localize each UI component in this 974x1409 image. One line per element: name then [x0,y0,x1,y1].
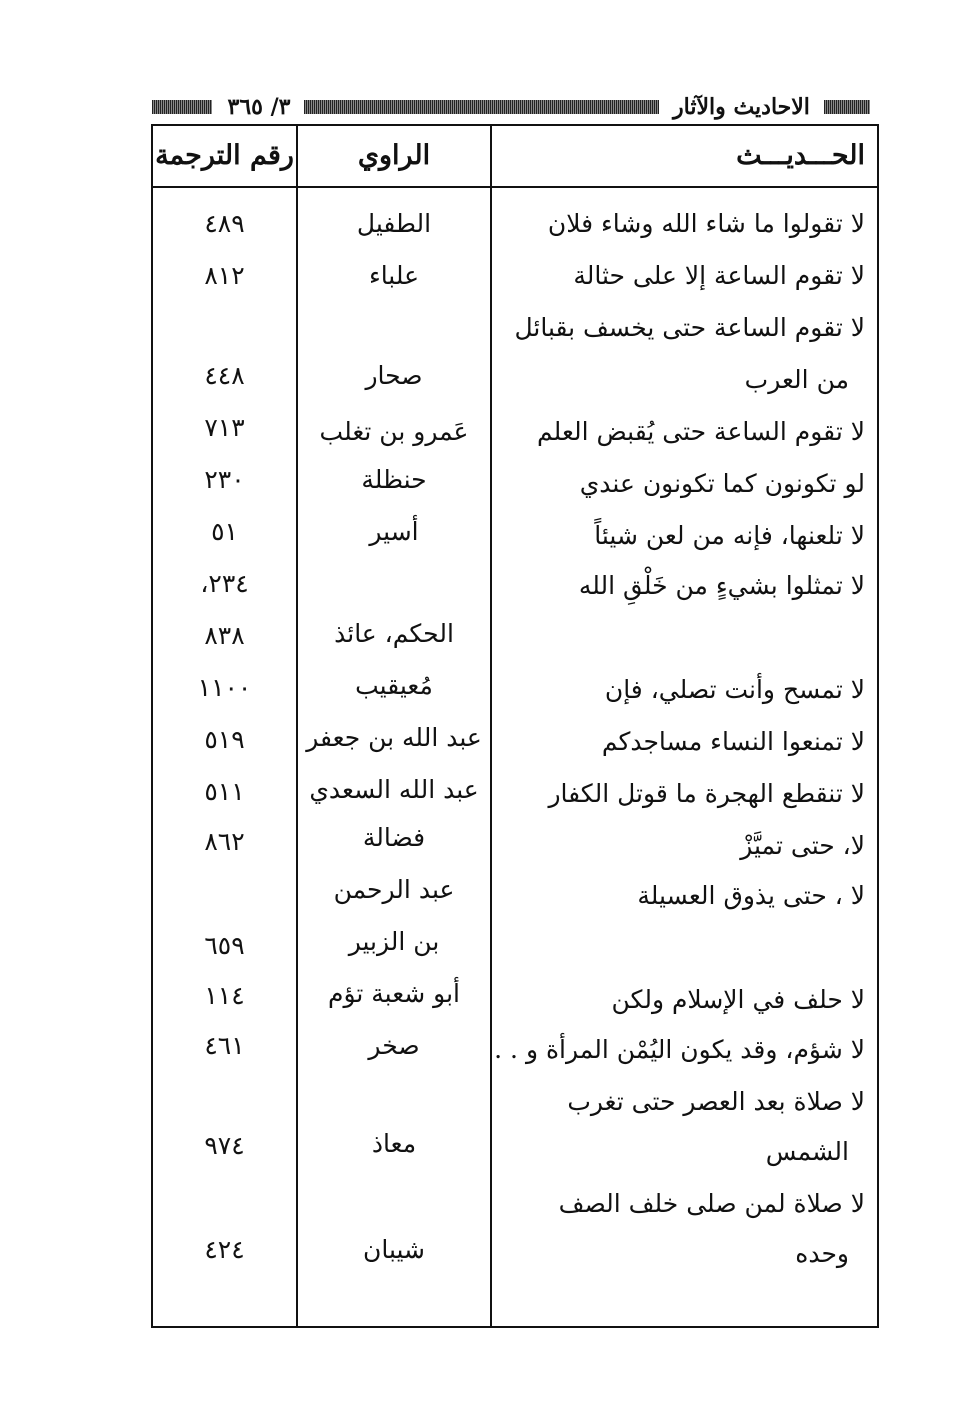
entry-number: ١١٤ [204,981,245,1010]
hadith-line: وحده [795,1239,849,1268]
narrator-line: علباء [368,261,420,290]
entry-number: ٨٣٨ [204,621,245,650]
narrator-line: عبد الله بن جعفر [306,723,482,752]
hadith-line: لا تقولوا ما شاء الله وشاء فلان [547,209,865,238]
header-row-divider [153,186,877,188]
entry-number: ٢٣٤، [200,569,249,598]
page-number: ٣/ ٣٦٥ [218,92,300,122]
entry-number: ٤٢٤ [204,1235,245,1264]
narrator-line: عَمرو بن تغلب [319,417,469,446]
hadith-line: لا تقوم الساعة حتى يخسف بقبائل [514,313,865,342]
entry-number: ١١٠٠ [197,673,252,702]
hadith-line: لا، حتى تميَّزْ [740,831,865,860]
column-header-narrator: الراوي [357,140,431,171]
hadith-line: لا شؤم، وقد يكون اليُمْن المرأة و . . [494,1035,865,1064]
hadith-line: لا حلف في الإسلام ولكن [611,985,865,1014]
hadith-line: لا تمسح وأنت تصلي، فإن [604,675,865,704]
hadith-line: من العرب [744,365,849,394]
narrator-line: عبد الرحمن [333,875,455,904]
hadith-line: لو تكونون كما تكونون عندي [579,469,865,498]
narrator-line: مُعيقيب [355,671,433,700]
entry-number: ٤٦١ [204,1031,245,1060]
hadith-line: لا ، حتى يذوق العسيلة [637,881,865,910]
column-header-hadith: الحـــديـــث [736,140,865,171]
entry-number: ٨٦٢ [204,827,245,856]
entry-number: ٤٨٩ [204,209,245,238]
header-band-middle [304,100,659,114]
narrator-line: صحار [365,361,423,390]
entry-number: ٩٧٤ [204,1131,245,1160]
hadith-line: لا تمنعوا النساء مساجدكم [601,727,865,756]
narrator-line: حنظلة [361,465,427,494]
narrator-line: الحكم، عائذ [334,619,454,648]
narrator-line: عبد الله السعدي [309,775,479,804]
hadith-line: الشمس [765,1137,849,1166]
hadith-line: لا تمثلوا بشيءٍ من خَلْقِ الله [578,571,865,600]
narrator-line: بن الزبير [348,927,440,956]
column-header-number: رقم الترجمة [155,140,294,171]
entry-number: ٦٥٩ [204,931,245,960]
entry-number: ٥١٩ [204,725,245,754]
page-header [152,92,880,122]
entry-number: ٤٤٨ [204,361,245,390]
entry-number: ٢٣٠ [204,465,245,494]
book-title: الاحاديث والآثار [664,92,819,122]
narrator-line: شيبان [362,1235,425,1264]
hadith-line: لا تنقطع الهجرة ما قوتل الكفار [548,779,865,808]
column-divider-narrator [490,126,492,1326]
entry-number: ٨١٢ [204,261,245,290]
narrator-line: فضالة [362,823,426,852]
narrator-line: أبو شعبة تؤم [327,979,461,1008]
header-band-left [152,100,212,114]
entry-number: ٥١١ [204,777,245,806]
narrator-line: الطفيل [356,209,432,238]
entry-number: ٥١ [211,517,238,546]
narrator-line: صخر [368,1031,420,1060]
hadith-index-table [151,124,879,1328]
hadith-line: لا صلاة بعد العصر حتى تغرب [567,1087,865,1116]
hadith-line: لا صلاة لمن صلى خلف الصف [558,1189,865,1218]
hadith-line: لا تلعنها، فإنه من لعن شيئاً [594,521,865,550]
narrator-line: أسير [369,517,419,546]
hadith-line: لا تقوم الساعة حتى يُقبض العلم [537,417,865,446]
header-band-right [824,100,870,114]
narrator-line: معاذ [371,1129,417,1158]
hadith-line: لا تقوم الساعة إلا على حثالة [573,261,865,290]
entry-number: ٧١٣ [204,413,245,442]
